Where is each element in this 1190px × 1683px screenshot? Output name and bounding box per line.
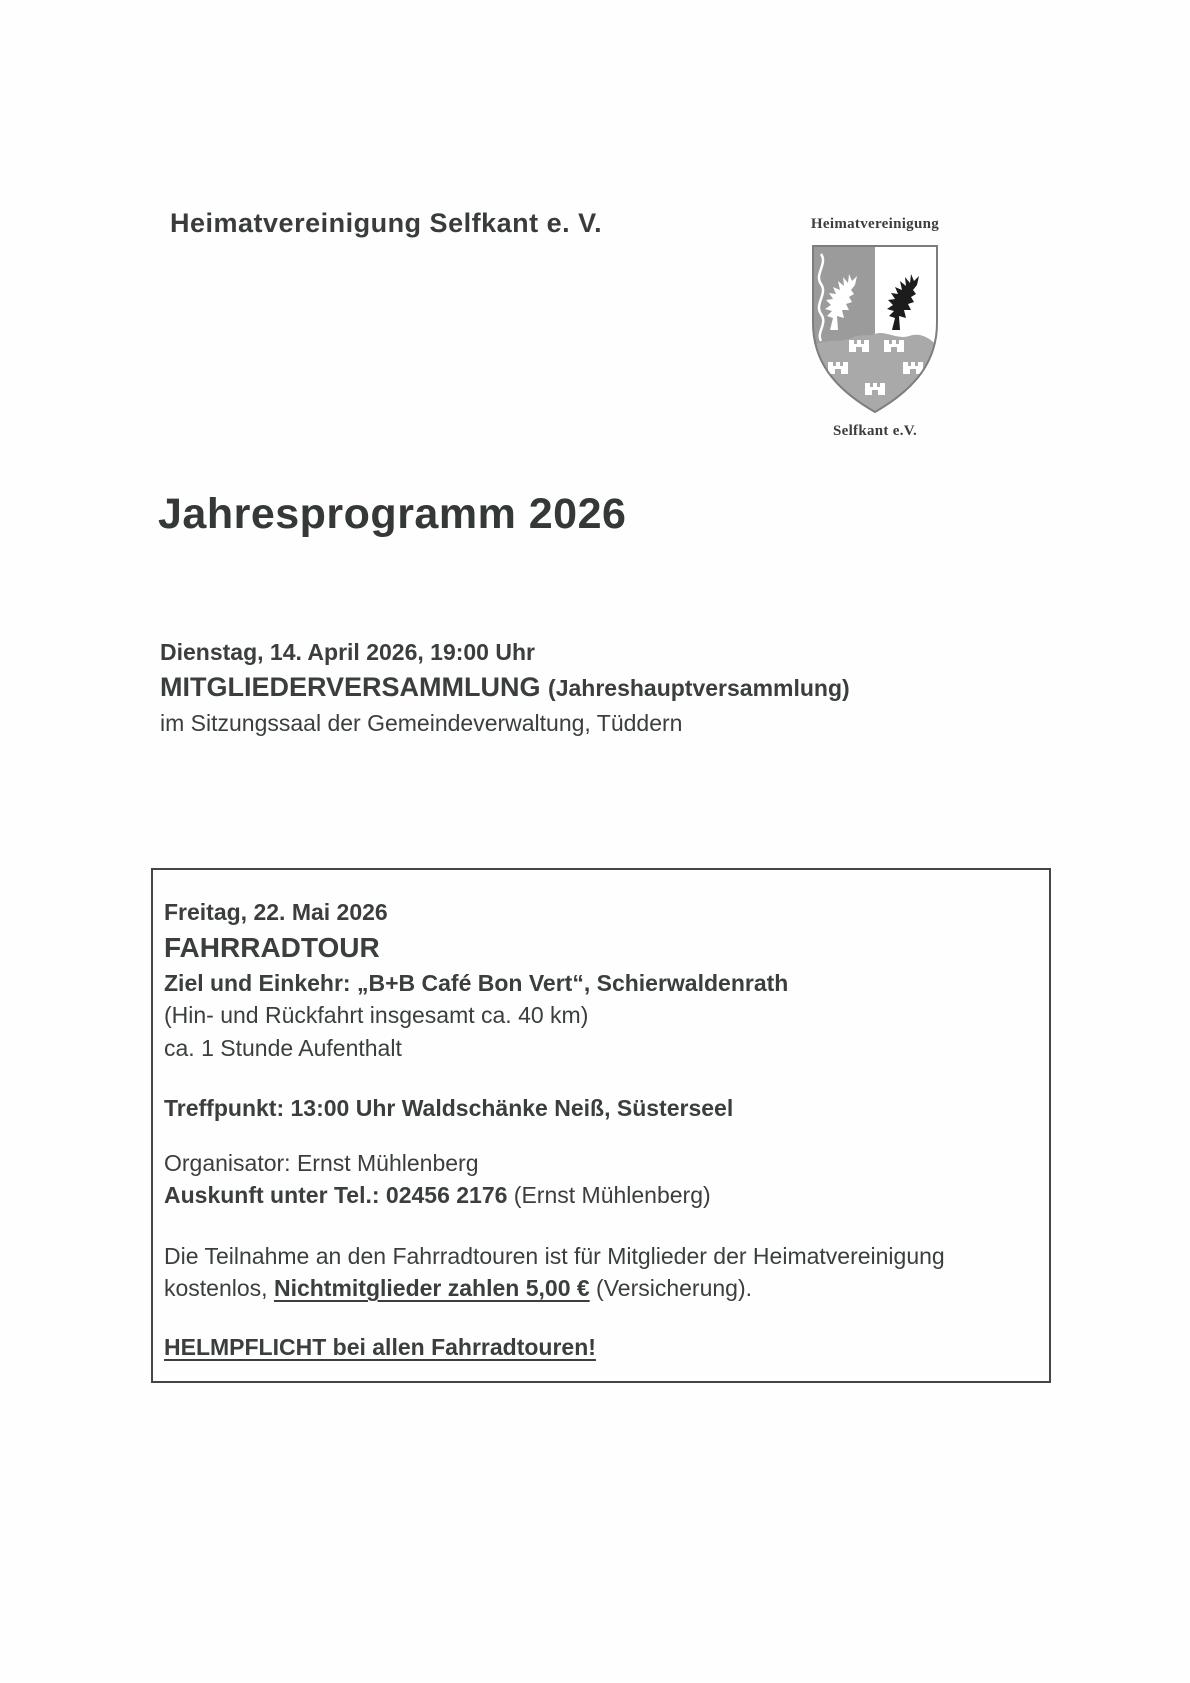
spacer bbox=[164, 1125, 1029, 1147]
logo-caption-top: Heimatvereinigung bbox=[810, 216, 940, 232]
tour-name: FAHRRADTOUR bbox=[164, 931, 380, 963]
tour-destination: Ziel und Einkehr: „B+B Café Bon Vert“, Schierwaldenrath bbox=[164, 969, 789, 996]
spacer bbox=[164, 1212, 1029, 1240]
tour-contact bbox=[164, 1179, 1029, 1212]
logo-caption-bottom: Selfkant e.V. bbox=[832, 423, 918, 439]
tour-contact-name: (Ernst Mühlenberg) bbox=[507, 1182, 711, 1208]
tour-participation-line2 bbox=[164, 1272, 1029, 1305]
tour-stay: ca. 1 Stunde Aufenthalt bbox=[164, 1034, 402, 1061]
tour-contact-phone: Auskunft unter Tel.: 02456 2176 bbox=[164, 1182, 508, 1208]
event-meeting bbox=[160, 636, 850, 740]
spacer bbox=[164, 1064, 1029, 1092]
logo bbox=[793, 216, 957, 440]
tour-distance: (Hin- und Rückfahrt insgesamt ca. 40 km) bbox=[164, 1002, 589, 1028]
event-biketour-box bbox=[151, 868, 1051, 1383]
tour-helmet-notice: HELMPFLICHT bei allen Fahrradtouren! bbox=[164, 1333, 596, 1360]
participation-suffix: (Versicherung). bbox=[589, 1275, 753, 1301]
tour-participation-line1: Die Teilnahme an den Fahrradtouren ist für Mitglieder der Heimatvereinigung bbox=[164, 1242, 945, 1269]
meeting-location: im Sitzungssaal der Gemeindeverwaltung, Tüddern bbox=[160, 710, 683, 736]
org-name: Heimatvereinigung Selfkant e. V. bbox=[170, 208, 603, 238]
participation-fee: Nichtmitglieder zahlen 5,00 € bbox=[273, 1275, 590, 1301]
meeting-name-line bbox=[160, 669, 850, 707]
spacer bbox=[164, 1305, 1029, 1331]
meeting-name-suffix: (Jahreshauptversammlung) bbox=[548, 675, 850, 701]
meeting-date: Dienstag, 14. April 2026, 19:00 Uhr bbox=[160, 639, 535, 665]
page-title: Jahresprogramm 2026 bbox=[158, 490, 627, 538]
participation-prefix: kostenlos, bbox=[164, 1275, 274, 1301]
tour-date: Freitag, 22. Mai 2026 bbox=[164, 899, 388, 925]
tour-organizer: Organisator: Ernst Mühlenberg bbox=[164, 1149, 479, 1176]
tour-meeting-point: Treffpunkt: 13:00 Uhr Waldschänke Neiß, Süsterseel bbox=[164, 1095, 734, 1121]
coat-of-arms-icon bbox=[805, 238, 945, 420]
meeting-name: MITGLIEDERVERSAMMLUNG bbox=[160, 672, 541, 702]
